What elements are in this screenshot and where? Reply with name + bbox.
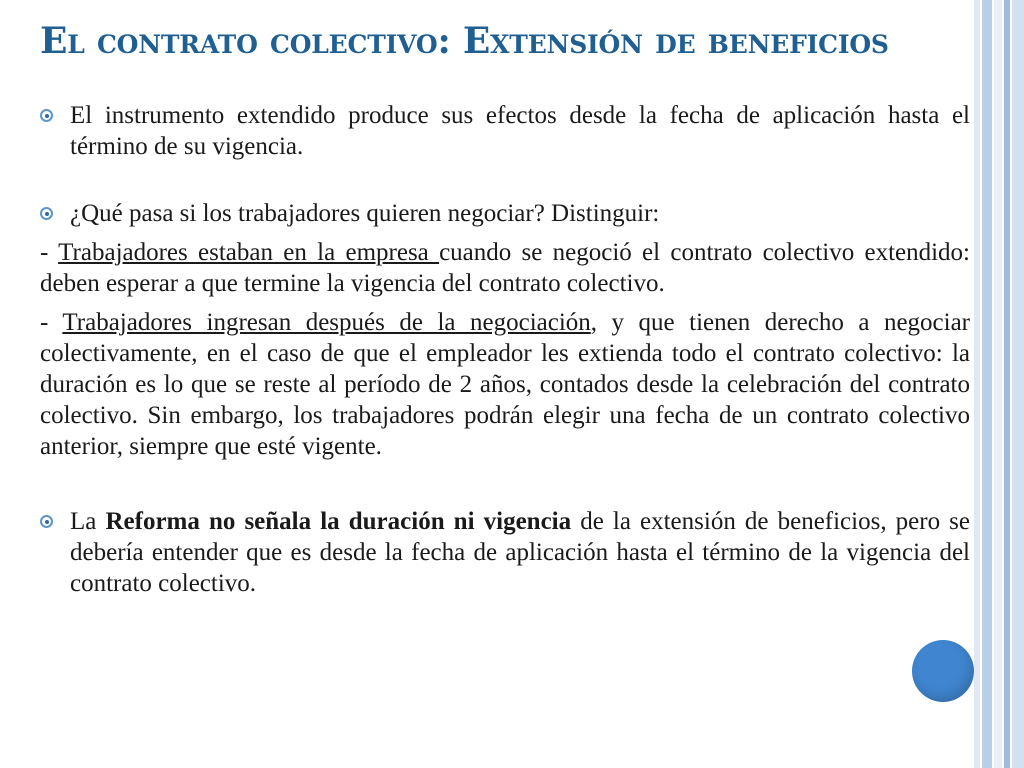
- bullet-point-3: [40, 506, 970, 599]
- underlined-phrase-existing-workers: Trabajadores estaban en la empresa: [58, 239, 440, 266]
- circle-bullet-icon: [40, 515, 53, 528]
- slide-title: El contrato colectivo: Extensión de beneficios: [40, 20, 889, 62]
- paragraph-2-rest: , y que tienen derecho a negociar colectivamente, en el caso de que el empleador les extienda todo el contrato colectivo: la duración es lo que se reste al período de 2 años, contados desde la celebración del contrato colectivo. Sin embargo, los trabajadores podrán elegir una fecha de un contrato colectivo anterior, siempre que esté vigente.: [40, 309, 971, 460]
- slide-content: [40, 100, 970, 599]
- bullet-3-pre: La: [70, 508, 106, 535]
- bullet-3-bold: Reforma no señala la duración ni vigencia: [105, 508, 572, 535]
- side-bar-3: [994, 0, 1002, 768]
- side-bar-2: [982, 0, 992, 768]
- underlined-phrase-new-workers: Trabajadores ingresan después de la negociación: [62, 309, 591, 336]
- paragraph-existing-workers: [40, 237, 970, 299]
- decorative-side-bars: [974, 0, 1024, 768]
- side-bar-4: [1004, 0, 1010, 768]
- bullet-1-text: El instrumento extendido produce sus efectos desde la fecha de aplicación hasta el término de su vigencia.: [70, 102, 970, 160]
- bullet-3-text: [70, 506, 970, 599]
- bullet-2-text: ¿Qué pasa si los trabajadores quieren negociar? Distinguir:: [70, 200, 660, 227]
- dash-prefix: -: [40, 309, 63, 336]
- side-bar-1: [974, 0, 980, 768]
- dash-prefix: -: [40, 239, 59, 266]
- decorative-circle: [912, 640, 974, 702]
- paragraph-1-rest: cuando se negoció el contrato colectivo extendido: deben esperar a que termine la vigencia del contrato colectivo.: [40, 239, 971, 297]
- bullet-point-2: [40, 198, 970, 229]
- circle-bullet-icon: [40, 109, 53, 122]
- bullet-point-1: [40, 100, 970, 162]
- side-bar-5: [1012, 0, 1024, 768]
- paragraph-new-workers: [40, 307, 970, 462]
- circle-bullet-icon: [40, 207, 53, 220]
- bullet-3-post: de la extensión de beneficios, pero se debería entender que es desde la fecha de aplicación hasta el término de la vigencia del contrato colectivo.: [70, 508, 971, 597]
